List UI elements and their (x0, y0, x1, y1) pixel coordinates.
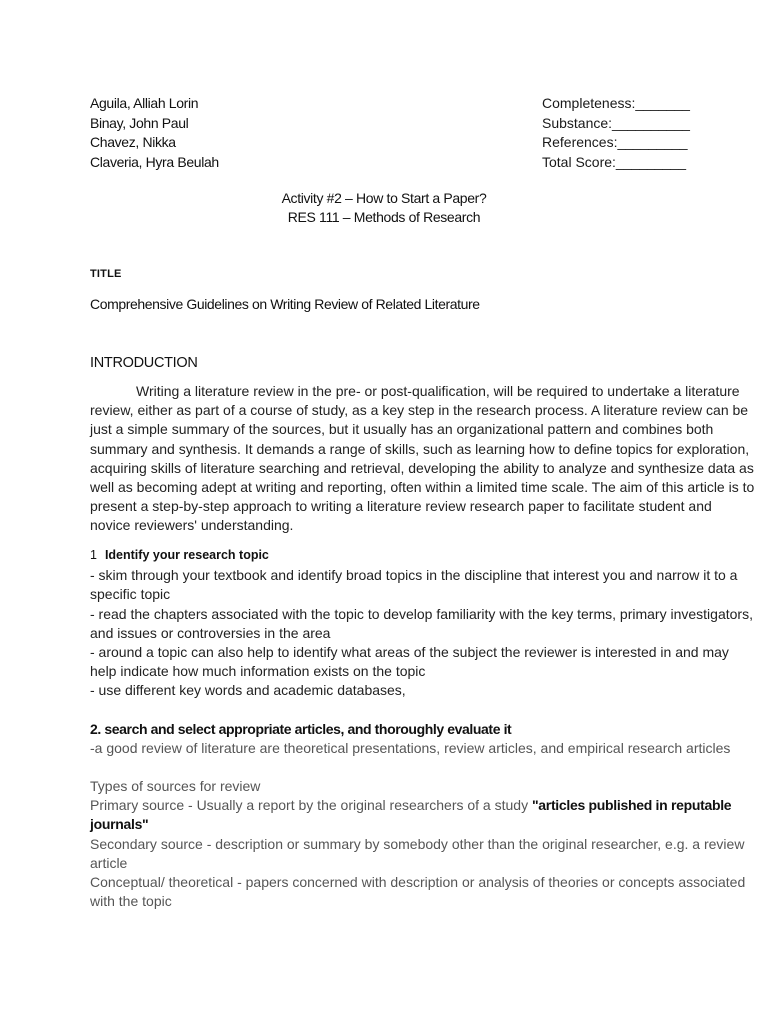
paragraph-line: just a simple summary of the sources, but it usually has an organizational pattern and combines both (90, 421, 714, 438)
step-2-subtext: -a good review of literature are theoretical presentations, review articles, and empirical research articles (90, 740, 731, 757)
title-label: TITLE (90, 268, 122, 280)
score-box (542, 94, 690, 172)
step-line: help indicate how much information exists on the topic (90, 663, 426, 680)
primary-source-line (90, 796, 732, 815)
step-line: - skim through your textbook and identify broad topics in the discipline that interest you and narrow it to a (90, 567, 738, 584)
step-number: 1 (90, 548, 97, 562)
score-total: Total Score:_________ (542, 153, 686, 170)
step-line: - read the chapters associated with the topic to develop familiarity with the key terms, primary investigators, (90, 605, 753, 622)
step-line: - use different key words and academic databases, (90, 682, 406, 699)
author-name: Chavez, Nikka (90, 134, 176, 150)
paragraph-line: acquiring skills of literature searching and retrieval, developing the ability to analyze and synthesize data as (90, 459, 754, 476)
paragraph-line: well as becoming adept at writing and reporting, often within a limited time scale. The aim of this article is to (90, 479, 755, 496)
introduction-paragraph (90, 382, 755, 536)
secondary-source-line: article (90, 854, 128, 871)
sources-heading: Types of sources for review (90, 778, 261, 794)
secondary-source-line: Secondary source - description or summary by somebody other than the original researcher, e.g. a review (90, 835, 745, 852)
score-substance: Substance:__________ (542, 114, 690, 131)
paragraph-line: present a step-by-step approach to writing a literature review research paper to facilitate student and (90, 498, 712, 515)
activity-title: Activity #2 – How to Start a Paper? (281, 190, 487, 206)
primary-source-text: Primary source - Usually a report by the original researchers of a study (90, 797, 532, 814)
step-line: and issues or controversies in the area (90, 624, 331, 641)
score-references: References:_________ (542, 134, 688, 150)
primary-source-emphasis-continued: journals" (90, 816, 149, 833)
step-1-section (90, 546, 753, 701)
author-list (90, 94, 219, 172)
author-name: Binay, John Paul (90, 114, 189, 131)
step-1-heading (90, 546, 680, 565)
primary-source-emphasis: "articles published in reputable (531, 797, 732, 814)
author-name: Aguila, Alliah Lorin (90, 95, 199, 111)
course-title: RES 111 – Methods of Research (287, 209, 481, 225)
step-2-section (90, 720, 731, 758)
paragraph-line: Writing a literature review in the pre- or post-qualification, will be required to undertake a literature (136, 383, 740, 399)
paragraph-line: summary and synthesis. It demands a range of skills, such as learning how to define topics for exploration, (90, 440, 750, 457)
sources-section (90, 777, 746, 911)
step-2-heading: 2. search and select appropriate articles, and thoroughly evaluate it (90, 721, 512, 737)
paragraph-line: review, either as part of a course of study, as a key step in the research process. A literature review can be (90, 402, 749, 419)
introduction-heading: INTRODUCTION (90, 355, 198, 371)
conceptual-source-line: with the topic (90, 893, 172, 910)
paper-title: Comprehensive Guidelines on Writing Review of Related Literature (90, 296, 480, 312)
step-line: specific topic (90, 586, 171, 603)
conceptual-source-line: Conceptual/ theoretical - papers concerned with description or analysis of theories or concepts associated (90, 874, 746, 891)
step-line: - around a topic can also help to identify what areas of the subject the reviewer is interested in and may (90, 644, 729, 661)
score-completeness: Completeness:_______ (542, 95, 690, 111)
step-heading-text: Identify your research topic (104, 548, 269, 562)
paragraph-line: novice reviewers' understanding. (90, 517, 294, 534)
author-name: Claveria, Hyra Beulah (90, 153, 219, 170)
